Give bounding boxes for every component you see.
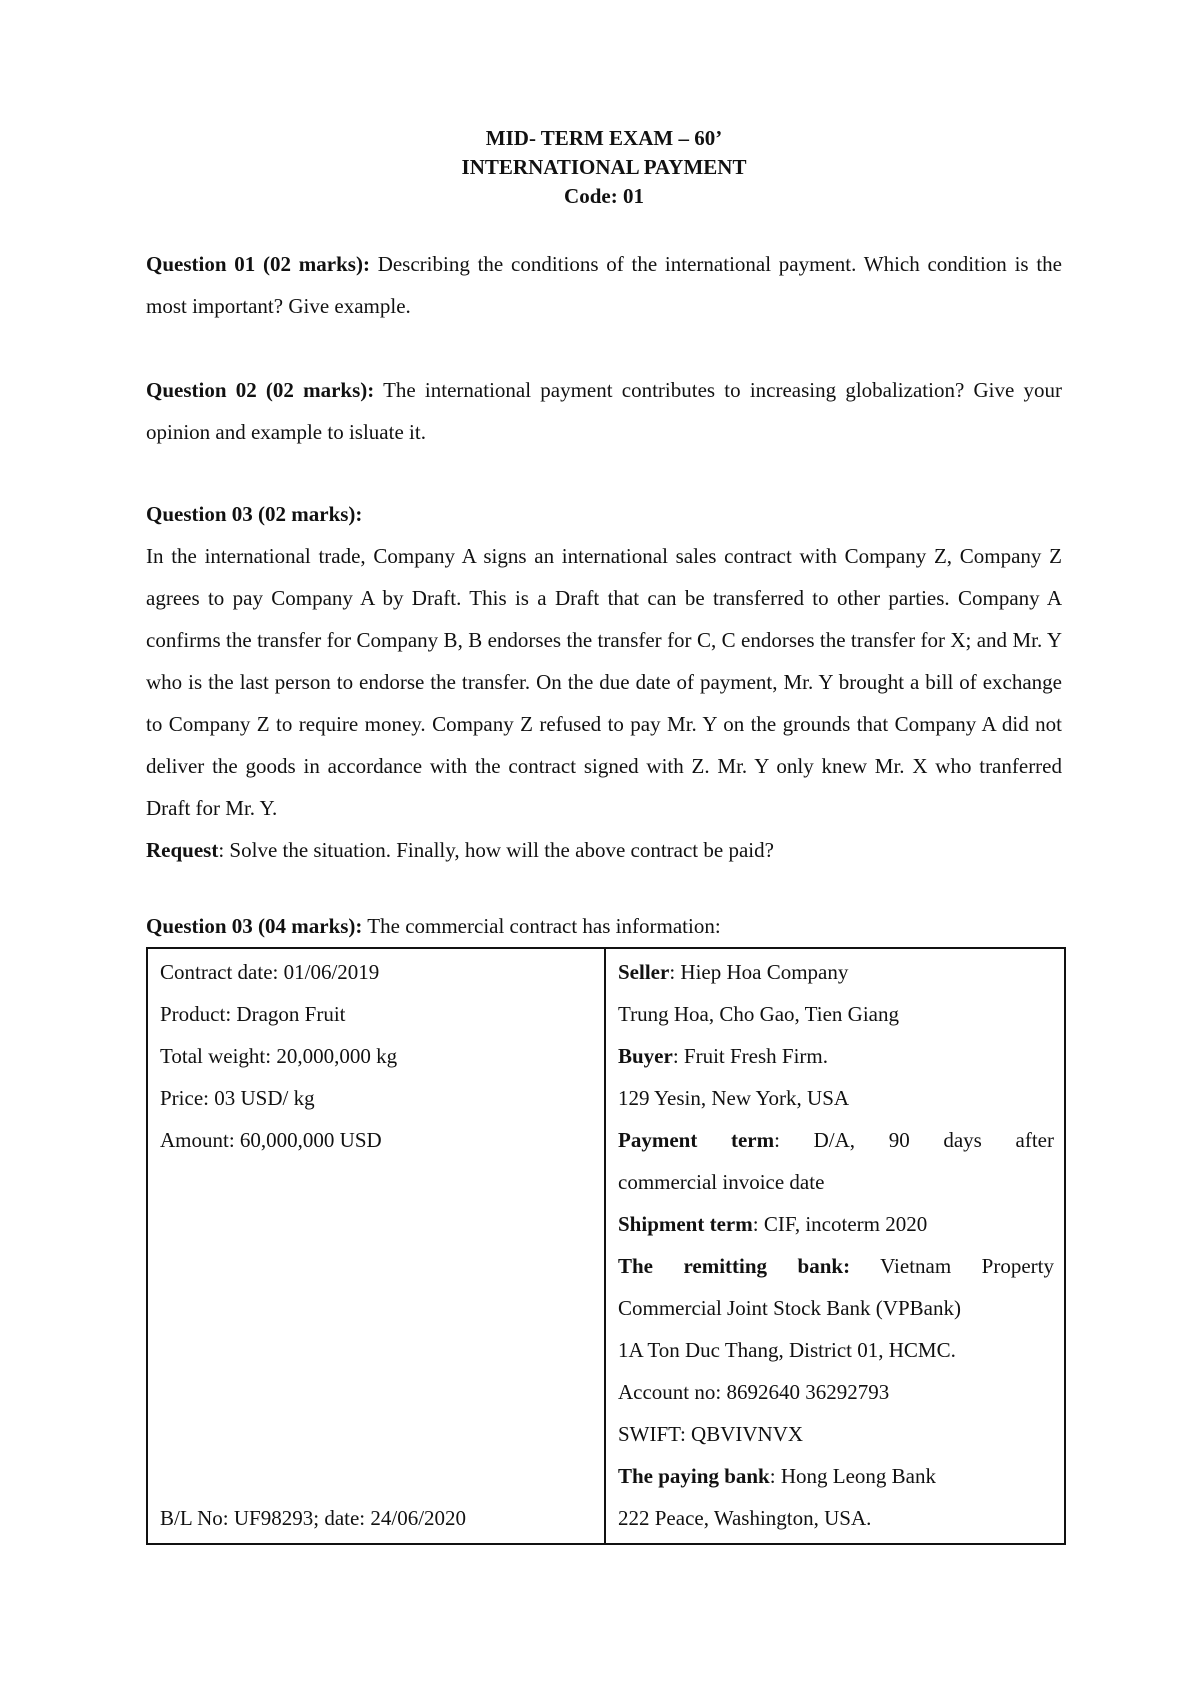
contract-left-cell <box>147 948 605 1544</box>
shipment-term-value: : CIF, incoterm 2020 <box>752 1212 928 1236</box>
exam-subject: INTERNATIONAL PAYMENT <box>461 155 747 179</box>
exam-code: Code: 01 <box>564 184 644 208</box>
question-03-label: Question 03 (02 marks): <box>146 502 363 526</box>
exam-page <box>146 124 1062 1545</box>
buyer-line <box>618 1035 1054 1077</box>
paying-bank-label: The paying bank <box>618 1464 770 1488</box>
question-04 <box>146 911 1062 941</box>
question-03-request <box>146 829 1062 871</box>
payment-term-value: : D/A, 90 days after <box>774 1128 1054 1152</box>
contract-bl: B/L No: UF98293; date: 24/06/2020 <box>160 1506 467 1530</box>
shipment-term-line <box>618 1203 1054 1245</box>
payment-term-line <box>618 1119 1054 1161</box>
payment-term-line2: commercial invoice date <box>618 1170 825 1194</box>
seller-value: : Hiep Hoa Company <box>669 960 849 984</box>
request-text: : Solve the situation. Finally, how will the above contract be paid? <box>218 838 774 862</box>
question-03 <box>146 493 1062 871</box>
buyer-address: 129 Yesin, New York, USA <box>618 1086 850 1110</box>
question-04-text: The commercial contract has information: <box>362 914 721 938</box>
swift-code: SWIFT: QBVIVNVX <box>618 1422 804 1446</box>
request-label: Request <box>146 838 219 862</box>
buyer-value: : Fruit Fresh Firm. <box>672 1044 829 1068</box>
exam-title: MID- TERM EXAM – 60’ <box>485 126 723 150</box>
payment-term-label: Payment term <box>618 1128 775 1152</box>
question-02-label: Question 02 (02 marks): <box>146 378 375 402</box>
remitting-bank-label: The remitting bank: <box>618 1254 851 1278</box>
question-02 <box>146 369 1062 453</box>
contract-total-weight: Total weight: 20,000,000 kg <box>160 1044 398 1068</box>
paying-bank-address: 222 Peace, Washington, USA. <box>618 1506 872 1530</box>
contract-table <box>146 947 1066 1545</box>
account-number: Account no: 8692640 36292793 <box>618 1380 890 1404</box>
question-03-body: In the international trade, Company A signs an international sales contract with Company Z, Company Z agrees to pay Company A by Draft. This is a Draft that can be transferred to other parties. Company A confirms the transfer for Company B, B endorses the transfer for C, C endorses the transfer for X; and Mr. Y who is the last person to endorse the transfer. On the due date of payment, Mr. Y brought a bill of exchange to Company Z to require money. Company Z refused to pay Mr. Y on the grounds that Company A did not deliver the goods in accordance with the contract signed with Z. Mr. Y only knew Mr. X who tranferred Draft for Mr. Y. <box>146 544 1062 820</box>
contract-right-cell <box>605 948 1065 1544</box>
seller-line <box>618 951 1054 993</box>
question-01 <box>146 243 1062 327</box>
exam-header <box>146 124 1062 211</box>
contract-price: Price: 03 USD/ kg <box>160 1086 315 1110</box>
contract-product: Product: Dragon Fruit <box>160 1002 346 1026</box>
remitting-bank-line2: Commercial Joint Stock Bank (VPBank) <box>618 1296 961 1320</box>
buyer-label: Buyer <box>618 1044 673 1068</box>
remitting-bank-line <box>618 1245 1054 1287</box>
remitting-bank-address: 1A Ton Duc Thang, District 01, HCMC. <box>618 1338 956 1362</box>
contract-row <box>147 948 1065 1544</box>
question-01-text: Describing the conditions of the international payment. Which condition is the most important? Give example. <box>146 252 1062 318</box>
contract-amount: Amount: 60,000,000 USD <box>160 1128 382 1152</box>
seller-label: Seller <box>618 960 670 984</box>
question-04-label: Question 03 (04 marks): <box>146 914 363 938</box>
paying-bank-line <box>618 1455 1054 1497</box>
question-02-text: The international payment contributes to increasing globalization? Give your opinion and example to isluate it. <box>146 378 1062 444</box>
seller-address: Trung Hoa, Cho Gao, Tien Giang <box>618 1002 899 1026</box>
paying-bank-value: : Hong Leong Bank <box>769 1464 936 1488</box>
shipment-term-label: Shipment term <box>618 1212 753 1236</box>
contract-date: Contract date: 01/06/2019 <box>160 960 380 984</box>
question-01-label: Question 01 (02 marks): <box>146 252 370 276</box>
remitting-bank-value: Vietnam Property <box>850 1254 1054 1278</box>
